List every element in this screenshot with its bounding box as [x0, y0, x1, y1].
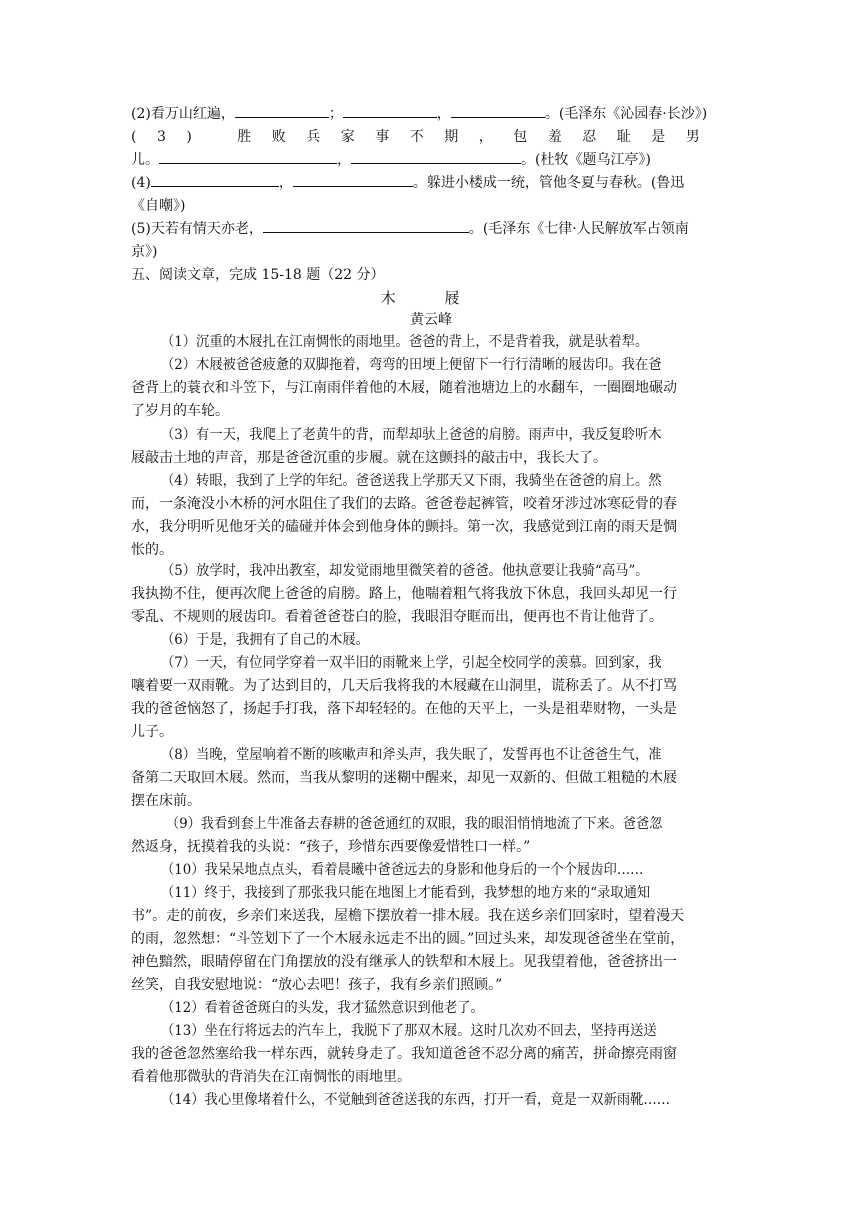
- answer-blank[interactable]: [451, 103, 545, 118]
- poem-item-3-line1: [131, 126, 731, 148]
- paragraph-10: （10）我呆呆地点点头，看着晨曦中爸爸远去的身影和他身后的一个个屐齿印……: [161, 862, 644, 878]
- answer-blank[interactable]: [263, 218, 469, 233]
- poem-item-4-line2: [131, 195, 731, 217]
- poem-2-sep: ，: [436, 106, 451, 122]
- poem-2-text: (2)看万山红遍，: [131, 106, 235, 122]
- poem-3-sep: ，: [337, 152, 351, 168]
- paragraph-9: （9）我看到套上牛准备去春耕的爸爸通红的双眼，我的眼泪悄悄地流了下来。爸爸忽: [166, 816, 663, 832]
- poem-5-source: 京》): [131, 244, 158, 260]
- paragraph-8: 备第二天取回木屐。然而，当我从黎明的迷糊中醒来，却见一双新的、但做工粗糙的木屐: [131, 770, 677, 786]
- answer-blank[interactable]: [151, 172, 279, 187]
- paragraph-7: 我的爸爸恼怒了，扬起手打我，落下却轻轻的。在他的天平上，一头是祖辈财物，一头是: [131, 701, 677, 717]
- paragraph-3: （3）有一天，我爬上了老黄牛的背，而犁却驮上爸爸的肩膀。雨声中，我反复聆听木: [161, 427, 662, 443]
- poem-3-source: 。(杜牧《题乌江亭》): [521, 152, 651, 168]
- poem-4-text-tail: 。躲进小楼成一统，管他冬夏与春秋。(鲁迅: [412, 175, 685, 191]
- paragraph-6: （6）于是，我拥有了自己的木屐。: [161, 632, 369, 648]
- answer-blank[interactable]: [343, 103, 437, 118]
- paragraph-2: 了岁月的车轮。: [131, 403, 229, 419]
- paragraph-12: （12）看着爸爸斑白的头发，我才猛然意识到他老了。: [161, 1000, 484, 1016]
- poem-4-text: (4): [131, 175, 151, 191]
- paragraph-4: 而，一条淹没小木桥的河水阻住了我们的去路。爸爸卷起裤管，咬着牙涉过冰寒砭骨的春: [131, 496, 677, 512]
- paragraph-3: 屐敲击土地的声音，那是爸爸沉重的步履。就在这颤抖的敲击中，我长大了。: [131, 450, 607, 466]
- paragraph-4: 水，我分明听见他牙关的磕碰并体会到他身体的颤抖。第一次，我感觉到江南的雨天是惆: [131, 519, 677, 535]
- paragraph-11: 书”。走的前夜，乡亲们来送我，屋檐下摆放着一排木屐。我在送乡亲们回家时，望着漫天: [131, 908, 685, 924]
- paragraph-11: （11）终于，我接到了那张我只能在地图上才能看到，我梦想的地方来的“录取通知: [161, 885, 651, 901]
- paragraph-5: 我执拗不住，便再次爬上爸爸的肩膀。路上，他喘着粗气将我放下休息，我回头却见一行: [131, 586, 677, 602]
- poem-2-sep: ；: [328, 106, 343, 122]
- paragraph-5: 零乱、不规则的屐齿印。看着爸爸苍白的脸，我眼泪夺眶而出，便再也不肯让他背了。: [131, 609, 663, 625]
- poem-4-sep: ，: [278, 175, 293, 191]
- answer-blank[interactable]: [351, 149, 521, 164]
- paragraph-5: （5）放学时，我冲出教室，却发觉雨地里微笑着的爸爸。他执意要让我骑“高马”。: [161, 563, 649, 579]
- answer-blank[interactable]: [159, 149, 337, 164]
- poem-item-3-line2: [131, 149, 731, 171]
- paragraph-7: 儿子。: [131, 724, 173, 740]
- poem-5-text: (5)天若有情天亦老，: [131, 221, 263, 237]
- article-author: 黄云峰: [410, 312, 452, 328]
- poem-item-5-line1: [131, 218, 731, 240]
- poem-item-2: [131, 103, 731, 125]
- poem-4-source: 《自嘲》): [131, 198, 186, 214]
- paragraph-11: 的雨，忽然想：“斗笠划下了一个木屐永远走不出的圆。”回过头来，却发现爸爸坐在堂前，: [131, 931, 685, 947]
- poem-item-5-line2: [131, 241, 731, 263]
- paragraph-14: （14）我心里像堵着什么，不觉触到爸爸送我的东西，打开一看，竟是一双新雨靴……: [161, 1092, 671, 1108]
- paragraph-1: （1）沉重的木屐扎在江南惆怅的雨地里。爸爸的背上，不是背着我，就是驮着犁。: [161, 334, 649, 350]
- paragraph-7: （7）一天，有位同学穿着一双半旧的雨靴来上学，引起全校同学的羡慕。回到家，我: [161, 655, 662, 671]
- paragraph-13: （13）坐在行将远去的汽车上，我脱下了那双木屐。这时几次劝不回去，坚持再送送: [161, 1023, 657, 1039]
- paragraph-2: （2）木屐被爸爸疲惫的双脚拖着，弯弯的田埂上便留下一行行清晰的屐齿印。我在爸: [161, 357, 662, 373]
- paragraph-11: 神色黯然，眼睛停留在门角摆放的没有继承人的铁犁和木屐上。见我望着他，爸爸挤出一: [131, 954, 677, 970]
- answer-blank[interactable]: [235, 103, 329, 118]
- article-title: 木 屐: [380, 289, 482, 307]
- poem-item-4-line1: [131, 172, 731, 194]
- poem-2-source: 。(毛泽东《沁园春·长沙》): [544, 106, 708, 122]
- poem-3-text: (3) 胜败兵家事不期，包羞忍耻是男: [131, 129, 721, 145]
- paragraph-7: 嚷着要一双雨靴。为了达到目的，几天后我将我的木屐藏在山洞里，谎称丢了。从不打骂: [131, 678, 677, 694]
- paragraph-9: 然返身，抚摸着我的头说：“孩子，珍惜东西要像爱惜牲口一样。”: [131, 839, 531, 855]
- paragraph-8: 摆在床前。: [131, 793, 201, 809]
- answer-blank[interactable]: [293, 172, 413, 187]
- paragraph-4: 怅的。: [131, 542, 173, 558]
- paragraph-13: 我的爸爸忽然塞给我一样东西，就转身走了。我知道爸爸不忍分离的痛苦，拼命擦亮雨窗: [131, 1046, 677, 1062]
- section-heading: 五、阅读文章，完成 15-18 题（22 分）: [131, 267, 385, 283]
- paragraph-8: （8）当晚，堂屋响着不断的咳嗽声和斧头声，我失眠了，发誓再也不让爸爸生气，准: [161, 747, 662, 763]
- paragraph-11: 丝笑，自我安慰地说：“放心去吧！孩子，我有乡亲们照顾。”: [131, 977, 503, 993]
- poem-3-text: 儿。: [131, 152, 159, 168]
- paragraph-4: （4）转眼，我到了上学的年纪。爸爸送我上学那天又下雨，我骑坐在爸爸的肩上。然: [161, 473, 662, 489]
- paragraph-13: 看着他那微驮的背消失在江南惆怅的雨地里。: [131, 1069, 411, 1085]
- poem-5-source: 。(毛泽东《七律·人民解放军占领南: [468, 221, 689, 237]
- paragraph-2: 爸背上的蓑衣和斗笠下，与江南雨伴着他的木屐，随着池塘边上的水翻车，一圈圈地碾动: [131, 380, 677, 396]
